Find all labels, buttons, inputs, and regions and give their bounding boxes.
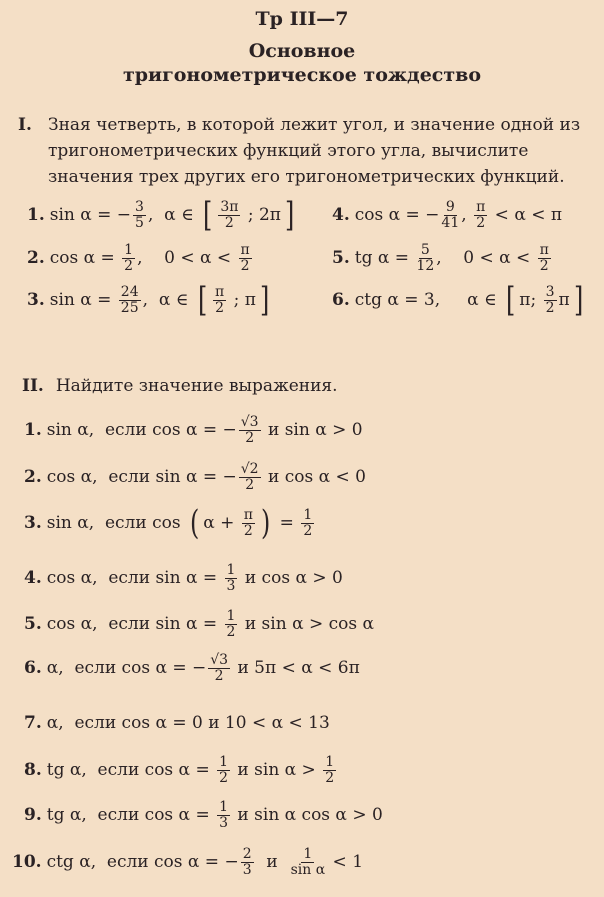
exercise-number: 1. — [24, 420, 42, 440]
exercise-number: 2. — [27, 248, 45, 268]
fraction-denominator: sin α — [290, 861, 326, 878]
fraction-denominator: 2 — [325, 769, 335, 786]
formula-text: и sin α > cos α — [239, 614, 374, 634]
formula-text: tg α, если cos α = — [46, 760, 216, 780]
fraction — [213, 285, 226, 316]
exercise-item — [27, 238, 254, 278]
fraction-denominator: 2 — [545, 299, 555, 316]
formula-text: , α ∈ — [142, 290, 194, 310]
fraction — [441, 200, 459, 231]
fraction-denominator: 3 — [226, 577, 236, 594]
fraction-numerator: 1 — [325, 753, 335, 770]
fraction-denominator: 2 — [245, 476, 255, 493]
bracket: ] — [259, 280, 270, 320]
formula-text: = — [274, 513, 300, 533]
formula-text: α + — [203, 513, 240, 533]
exercise-number: 10. — [12, 852, 42, 872]
exercise-number: 5. — [332, 248, 350, 268]
fraction-numerator: 1 — [226, 561, 236, 578]
formula-text: ctg α, если cos α = − — [46, 852, 239, 872]
fraction-numerator: 1 — [303, 506, 313, 523]
fraction-numerator: 1 — [219, 753, 229, 770]
formula-text: < α < π — [489, 205, 563, 225]
exercise-number: 3. — [24, 513, 42, 533]
fraction — [474, 200, 487, 231]
fraction-numerator: 1 — [226, 607, 236, 624]
fraction — [323, 755, 336, 786]
exercise-item — [332, 195, 562, 235]
fraction — [301, 508, 314, 539]
formula-text: и sin α > — [232, 760, 322, 780]
formula-text: и sin α cos α > 0 — [232, 805, 383, 825]
fraction-numerator: π — [240, 241, 250, 258]
bracket: ( — [189, 503, 200, 543]
fraction-denominator: 41 — [441, 214, 460, 231]
fraction — [225, 609, 238, 640]
exercise-item — [24, 558, 343, 598]
fraction-denominator: 12 — [416, 257, 435, 274]
exercise-item — [24, 457, 366, 497]
formula-text: π; — [519, 290, 542, 310]
formula-text: cos α, если sin α = — [46, 614, 223, 634]
page-title-line2: тригонометрическое тождество — [122, 64, 482, 86]
fraction-numerator: 3 — [135, 198, 144, 215]
exercise-item — [24, 503, 316, 543]
fraction-denominator: 2 — [219, 769, 229, 786]
fraction-numerator: 9 — [445, 198, 455, 215]
exercise-item — [12, 842, 363, 882]
formula-text: sin α, если cos α = − — [46, 420, 237, 440]
page-title-line1: Основное — [248, 40, 356, 62]
fraction-numerator: √2 — [240, 460, 259, 477]
formula-text: α, если cos α = − — [46, 658, 207, 678]
exercise-number: 5. — [24, 614, 42, 634]
fraction-numerator: π — [214, 283, 225, 300]
exercise-item — [24, 410, 363, 450]
bracket: [ — [197, 280, 207, 320]
formula-text: , α ∈ — [147, 205, 200, 225]
fraction — [217, 800, 230, 831]
part2-text: Найдите значение выражения. — [55, 376, 338, 396]
formula-text: sin α, если cos — [46, 513, 186, 533]
exercise-item — [332, 238, 553, 278]
fraction-denominator: 2 — [224, 214, 234, 231]
bracket: [ — [203, 195, 213, 235]
fraction — [239, 243, 252, 274]
exercise-number: 4. — [332, 205, 350, 225]
exercise-number: 1. — [27, 205, 45, 225]
fraction — [225, 563, 238, 594]
fraction-denominator: 2 — [303, 522, 313, 539]
formula-text: sin α = — [49, 290, 117, 310]
fraction-numerator: 5 — [420, 241, 430, 258]
formula-text: и 5π < α < 6π — [232, 658, 360, 678]
exercise-item — [27, 195, 298, 235]
part1-text: Зная четверть, в которой лежит угол, и значение одной из тригонометрических функций этого угла, вычислите значения трех других его тригонометрических функций. — [48, 115, 581, 187]
formula-text: cos α = — [49, 248, 121, 268]
bracket: ] — [284, 195, 295, 235]
formula-text: , — [461, 205, 473, 225]
fraction — [208, 653, 230, 684]
fraction — [119, 285, 141, 316]
fraction-denominator: 2 — [214, 667, 224, 684]
fraction-numerator: π — [243, 506, 253, 523]
formula-text: ; π — [228, 290, 256, 310]
fraction — [133, 200, 146, 231]
formula-text: tg α, если cos α = — [46, 805, 216, 825]
formula-text: π — [558, 290, 570, 310]
fraction-numerator: 3π — [220, 198, 239, 215]
fraction-numerator: 1 — [303, 845, 313, 862]
formula-text: и — [255, 852, 289, 872]
part2-heading — [22, 376, 338, 396]
exercise-item — [24, 795, 383, 835]
fraction-numerator: π — [476, 198, 486, 215]
fraction-numerator: 3 — [545, 283, 555, 300]
fraction-numerator: 2 — [242, 845, 252, 862]
formula-text: и cos α < 0 — [262, 467, 366, 487]
fraction-denominator: 5 — [135, 214, 144, 231]
formula-text: и cos α > 0 — [239, 568, 343, 588]
exercise-number: 8. — [24, 760, 42, 780]
formula-text: cos α = − — [354, 205, 440, 225]
formula-text: cos α, если sin α = — [46, 568, 223, 588]
fraction — [538, 243, 551, 274]
formula-text: cos α, если sin α = − — [46, 467, 237, 487]
exercise-item — [24, 703, 330, 743]
fraction-denominator: 2 — [226, 623, 236, 640]
exercise-item — [24, 604, 374, 644]
exercise-item — [332, 280, 587, 320]
bracket: [ — [506, 280, 516, 320]
fraction — [218, 200, 240, 231]
exercise-number: 3. — [27, 290, 45, 310]
fraction-numerator: 1 — [219, 798, 229, 815]
fraction-denominator: 2 — [476, 214, 486, 231]
part1-number: I. — [18, 115, 32, 135]
exercise-number: 6. — [24, 658, 42, 678]
fraction — [239, 462, 261, 493]
fraction-denominator: 3 — [242, 861, 252, 878]
fraction-denominator: 2 — [243, 522, 253, 539]
fraction-denominator: 2 — [124, 257, 134, 274]
exercise-number: 6. — [332, 290, 350, 310]
exercise-number: 9. — [24, 805, 42, 825]
fraction — [239, 415, 261, 446]
formula-text: < 1 — [327, 852, 364, 872]
exercise-item — [27, 280, 273, 320]
fraction — [291, 847, 326, 878]
fraction — [544, 285, 557, 316]
formula-text: tg α = — [354, 248, 415, 268]
fraction — [122, 243, 135, 274]
exercise-item — [24, 648, 360, 688]
fraction-denominator: 2 — [215, 299, 225, 316]
exercise-number: 4. — [24, 568, 42, 588]
fraction-numerator: 24 — [120, 283, 139, 300]
formula-text: , 0 < α < — [436, 248, 536, 268]
fraction-numerator: √3 — [240, 413, 259, 430]
fraction-denominator: 3 — [219, 814, 229, 831]
fraction-denominator: 2 — [240, 257, 250, 274]
formula-text: α, если cos α = 0 и 10 < α < 13 — [46, 713, 330, 733]
formula-text: , 0 < α < — [137, 248, 237, 268]
worksheet-code: Тр III—7 — [255, 8, 349, 30]
fraction-denominator: 2 — [245, 429, 255, 446]
bracket: ) — [260, 503, 271, 543]
fraction — [242, 508, 255, 539]
fraction — [217, 755, 230, 786]
exercise-number: 7. — [24, 713, 42, 733]
formula-text: ; 2π — [242, 205, 281, 225]
fraction-numerator: √3 — [210, 651, 229, 668]
fraction-denominator: 25 — [120, 299, 139, 316]
fraction-denominator: 2 — [539, 257, 549, 274]
formula-text: и sin α > 0 — [262, 420, 363, 440]
fraction-numerator: π — [539, 241, 549, 258]
exercise-number: 2. — [24, 467, 42, 487]
fraction-numerator: 1 — [124, 241, 134, 258]
bracket: ] — [573, 280, 583, 320]
formula-text: sin α = − — [49, 205, 132, 225]
part2-number: II. — [22, 376, 44, 396]
fraction — [416, 243, 434, 274]
formula-text: ctg α = 3, α ∈ — [354, 290, 503, 310]
fraction — [241, 847, 254, 878]
part1-instructions — [18, 112, 593, 190]
exercise-item — [24, 750, 338, 790]
